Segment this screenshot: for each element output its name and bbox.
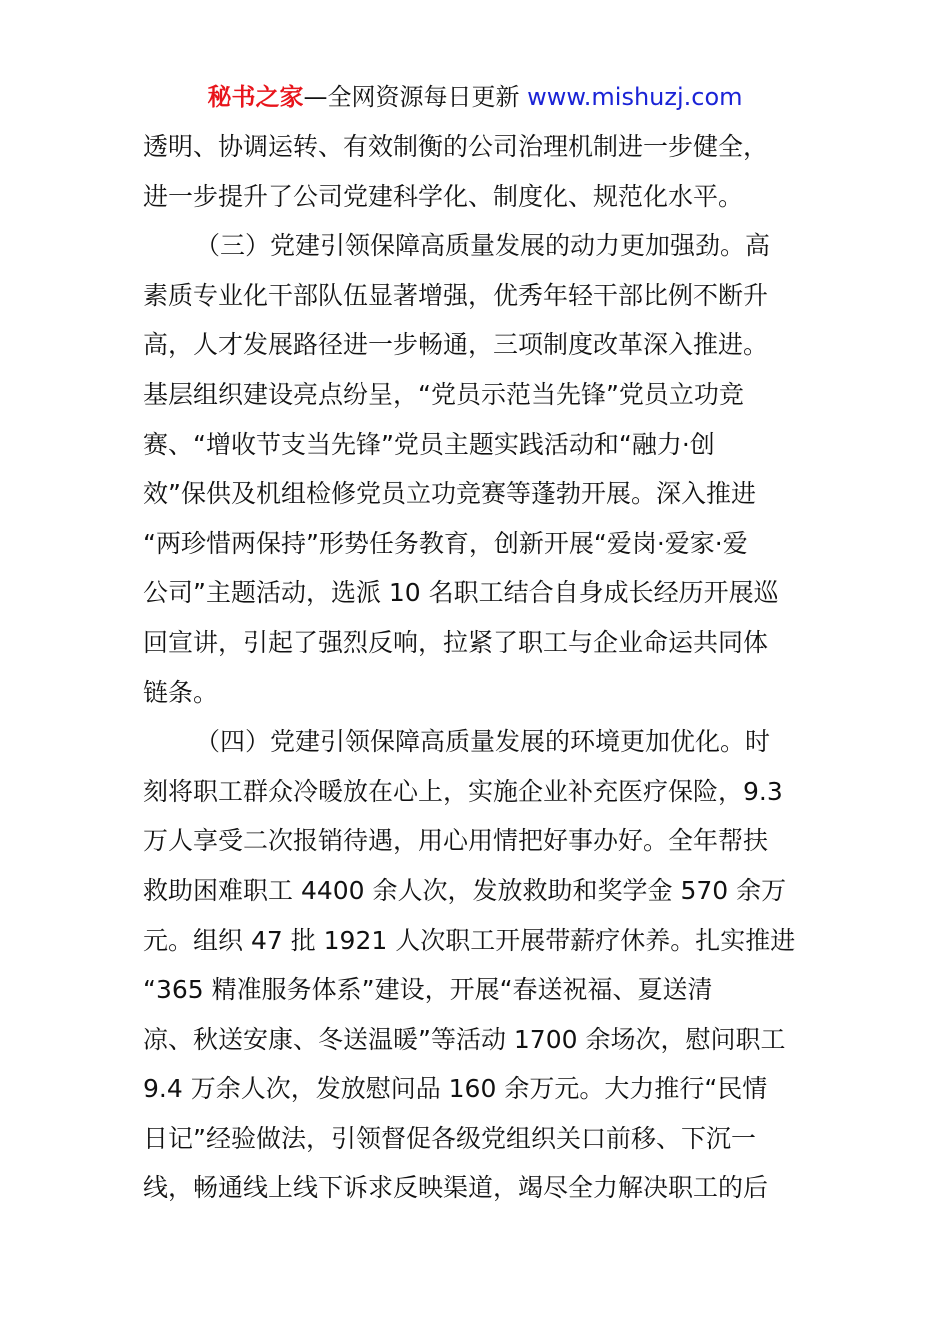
text-line: 刻将职工群众冷暖放在心上，实施企业补充医疗保险，9.3 xyxy=(143,776,783,806)
paragraph-heading-line: （三）党建引领保障高质量发展的动力更加强劲。高 xyxy=(195,231,771,261)
text-line: 赛、“增收节支当先锋”党员主题实践活动和“融力·创 xyxy=(143,429,715,459)
brand-name: 秘书之家 xyxy=(207,83,304,111)
header-slogan: —全网资源每日更新 xyxy=(303,83,520,111)
text-line: “365 精准服务体系”建设，开展“春送祝福、夏送清 xyxy=(143,975,713,1005)
text-line: 素质专业化干部队伍显著增强，优秀年轻干部比例不断升 xyxy=(143,280,769,310)
text-line: 线，畅通线上线下诉求反映渠道，竭尽全力解决职工的后 xyxy=(143,1173,769,1203)
site-header xyxy=(0,80,950,114)
text-line: 效”保供及机组检修党员立功竞赛等蓬勃开展。深入推进 xyxy=(143,479,756,509)
text-line: 日记”经验做法，引领督促各级党组织关口前移、下沉一 xyxy=(143,1123,756,1153)
text-line: 回宣讲，引起了强烈反响，拉紧了职工与企业命运共同体 xyxy=(143,627,769,657)
text-line: 基层组织建设亮点纷呈，“党员示范当先锋”党员立功竞 xyxy=(143,379,744,409)
text-line: “两珍惜两保持”形势任务教育，创新开展“爱岗·爱家·爱 xyxy=(143,528,748,558)
text-line: 链条。 xyxy=(143,677,219,707)
document-body xyxy=(143,122,808,1213)
paragraph-heading-line: （四）党建引领保障高质量发展的环境更加优化。时 xyxy=(195,727,771,757)
text-line: 透明、协调运转、有效制衡的公司治理机制进一步健全， xyxy=(143,132,769,161)
site-url-link[interactable]: www.mishuzj.com xyxy=(527,83,743,111)
text-line: 9.4 万余人次，发放慰问品 160 余万元。大力推行“民情 xyxy=(143,1074,768,1104)
text-line: 元。组织 47 批 1921 人次职工开展带薪疗休养。扎实推进 xyxy=(143,925,796,955)
text-line: 救助困难职工 4400 余人次，发放救助和奖学金 570 余万 xyxy=(143,875,787,905)
text-line: 万人享受二次报销待遇，用心用情把好事办好。全年帮扶 xyxy=(143,826,769,856)
text-line: 进一步提升了公司党建科学化、制度化、规范化水平。 xyxy=(143,181,744,211)
text-line: 公司”主题活动，选派 10 名职工结合自身成长经历开展巡 xyxy=(143,578,779,608)
text-line: 凉、秋送安康、冬送温暖”等活动 1700 余场次，慰问职工 xyxy=(143,1024,786,1054)
text-line: 高，人才发展路径进一步畅通，三项制度改革深入推进。 xyxy=(143,330,769,360)
